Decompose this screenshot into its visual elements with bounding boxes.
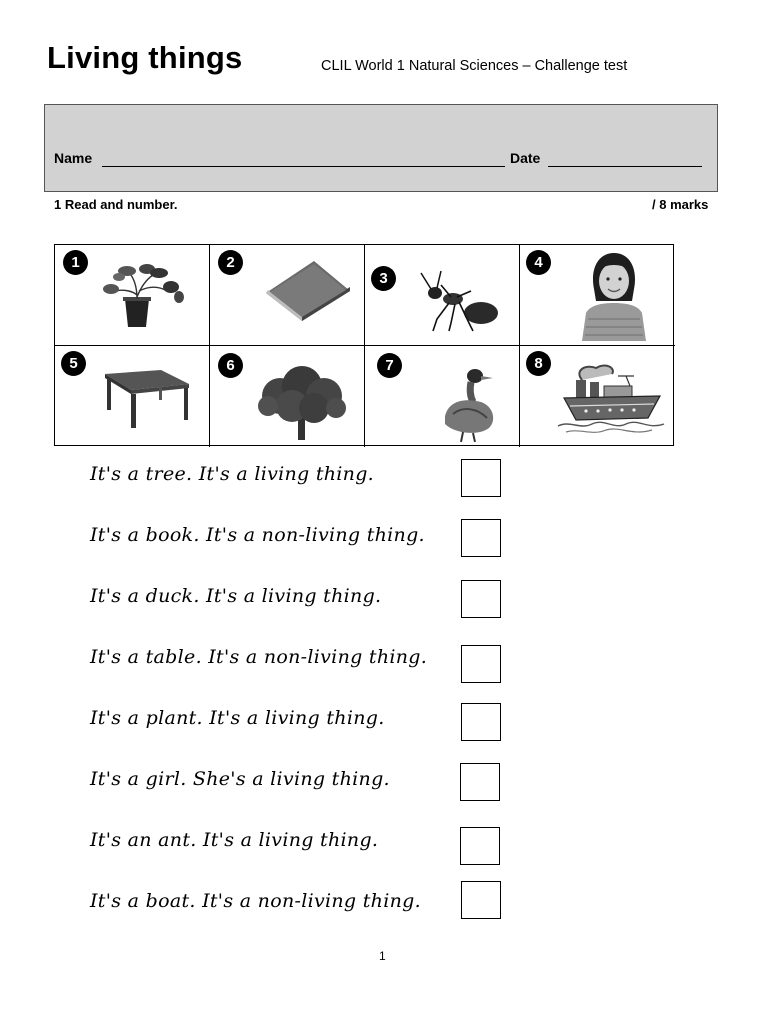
exercise-instruction: 1 Read and number. — [54, 197, 178, 212]
answer-box-8[interactable] — [461, 881, 501, 919]
answer-box-6[interactable] — [460, 763, 500, 801]
number-badge: 6 — [218, 353, 243, 378]
sentence-7: It's an ant. It's a living thing. — [90, 829, 379, 851]
page-subtitle: CLIL World 1 Natural Sciences – Challenge test — [321, 58, 628, 74]
sentence-5: It's a plant. It's a living thing. — [90, 707, 385, 729]
duck-icon — [441, 366, 507, 442]
picture-cell-8 — [520, 346, 675, 447]
sentence-8: It's a boat. It's a non-living thing. — [90, 890, 421, 912]
picture-cell-4 — [520, 245, 675, 346]
picture-cell-2 — [210, 245, 365, 346]
number-badge: 2 — [218, 250, 243, 275]
girl-icon — [576, 249, 652, 341]
answer-box-1[interactable] — [461, 459, 501, 497]
boat-icon — [556, 362, 668, 438]
name-field[interactable] — [102, 166, 505, 167]
picture-cell-5 — [55, 346, 210, 447]
page-title: Living things — [47, 40, 243, 75]
tree-icon — [252, 366, 352, 442]
student-info-box — [44, 104, 718, 192]
sentence-2: It's a book. It's a non-living thing. — [90, 524, 425, 546]
answer-box-4[interactable] — [461, 645, 501, 683]
exercise-marks: / 8 marks — [652, 197, 709, 212]
answer-box-3[interactable] — [461, 580, 501, 618]
table-icon — [99, 366, 191, 430]
ant-icon — [411, 267, 499, 333]
sentence-3: It's a duck. It's a living thing. — [90, 585, 382, 607]
number-badge: 8 — [526, 351, 551, 376]
sentence-1: It's a tree. It's a living thing. — [90, 463, 375, 485]
answer-box-2[interactable] — [461, 519, 501, 557]
picture-cell-6 — [210, 346, 365, 447]
picture-cell-3 — [365, 245, 520, 346]
answer-box-5[interactable] — [461, 703, 501, 741]
number-badge: 3 — [371, 266, 396, 291]
picture-cell-1 — [55, 245, 210, 346]
answer-box-7[interactable] — [460, 827, 500, 865]
number-badge: 5 — [61, 351, 86, 376]
date-field[interactable] — [548, 166, 702, 167]
picture-grid — [54, 244, 674, 446]
sentence-4: It's a table. It's a non-living thing. — [90, 646, 428, 668]
name-label: Name — [54, 150, 93, 166]
page-number: 1 — [379, 949, 386, 963]
book-icon — [262, 257, 354, 323]
number-badge: 1 — [63, 250, 88, 275]
date-label: Date — [510, 150, 541, 166]
picture-cell-7 — [365, 346, 520, 447]
sentence-6: It's a girl. She's a living thing. — [90, 768, 390, 790]
plant-icon — [97, 261, 187, 331]
number-badge: 4 — [526, 250, 551, 275]
number-badge: 7 — [377, 353, 402, 378]
